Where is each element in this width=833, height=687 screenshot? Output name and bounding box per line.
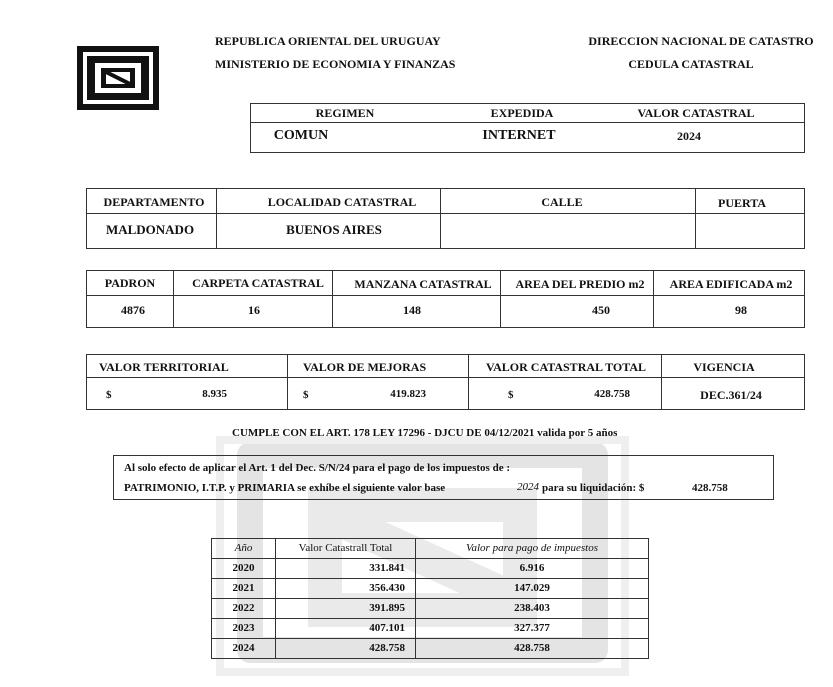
area-edificada-value: 98 xyxy=(735,303,747,317)
expedida-value: INTERNET xyxy=(482,128,556,143)
table-row xyxy=(212,559,649,579)
row-year: 2024 xyxy=(212,639,276,659)
row-total: 331.841 xyxy=(276,559,416,579)
vigencia-label: VIGENCIA xyxy=(693,360,755,374)
notice-line-2: PATRIMONIO, I.T.P. y PRIMARIA se exhíbe el siguiente valor base xyxy=(124,482,446,494)
padron-label: PADRON xyxy=(104,276,156,290)
mejoras-currency: $ xyxy=(303,389,309,401)
territorial-value: 8.935 xyxy=(202,388,227,400)
carpeta-label: CARPETA CATASTRAL xyxy=(192,276,324,290)
table-row xyxy=(212,639,649,659)
row-year: 2021 xyxy=(212,579,276,599)
valor-catastral-label: VALOR CATASTRAL xyxy=(637,106,755,120)
compliance-note: CUMPLE CON EL ART. 178 LEY 17296 - DJCU DE 04/12/2021 valida por 5 años xyxy=(232,427,618,439)
row-tax: 6.916 xyxy=(416,559,649,579)
regimen-value: COMUN xyxy=(273,128,329,143)
col-total-header: Valor Catastrall Total xyxy=(276,539,416,559)
direction-name: DIRECCION NACIONAL DE CATASTRO xyxy=(588,34,814,48)
ministry-name: MINISTERIO DE ECONOMIA Y FINANZAS xyxy=(215,57,456,71)
row-year: 2023 xyxy=(212,619,276,639)
document-type: CEDULA CATASTRAL xyxy=(628,57,754,71)
area-predio-value: 450 xyxy=(592,303,610,317)
territorial-label: VALOR TERRITORIAL xyxy=(99,360,229,374)
mejoras-value: 419.823 xyxy=(390,388,426,400)
catastro-logo-icon xyxy=(77,46,159,110)
row-tax: 327.377 xyxy=(416,619,649,639)
table-row xyxy=(212,619,649,639)
table-row xyxy=(212,599,649,619)
history-table xyxy=(211,538,649,659)
valor-catastral-year: 2024 xyxy=(677,129,701,143)
expedida-label: EXPEDIDA xyxy=(490,106,554,120)
row-year: 2022 xyxy=(212,599,276,619)
carpeta-value: 16 xyxy=(248,303,260,317)
departamento-value: MALDONADO xyxy=(105,222,195,237)
table-row xyxy=(212,579,649,599)
total-label: VALOR CATASTRAL TOTAL xyxy=(486,360,647,374)
col-year-header: Año xyxy=(212,539,276,559)
mejoras-label: VALOR DE MEJORAS xyxy=(303,360,427,374)
area-edificada-label: AREA EDIFICADA m2 xyxy=(669,277,793,291)
calle-label: CALLE xyxy=(541,195,583,209)
area-predio-label: AREA DEL PREDIO m2 xyxy=(515,277,645,291)
padron-value: 4876 xyxy=(121,303,145,317)
row-total: 391.895 xyxy=(276,599,416,619)
col-tax-header: Valor para pago de impuestos xyxy=(416,539,649,559)
row-tax: 428.758 xyxy=(416,639,649,659)
localidad-value: BUENOS AIRES xyxy=(286,222,382,237)
row-tax: 238.403 xyxy=(416,599,649,619)
row-year: 2020 xyxy=(212,559,276,579)
notice-line-1: Al solo efecto de aplicar el Art. 1 del Dec. S/N/24 para el pago de los impuestos de : xyxy=(124,462,510,474)
country-name: REPUBLICA ORIENTAL DEL URUGUAY xyxy=(215,34,441,48)
manzana-label: MANZANA CATASTRAL xyxy=(354,277,492,291)
departamento-label: DEPARTAMENTO xyxy=(103,195,205,209)
total-value: 428.758 xyxy=(594,388,630,400)
puerta-label: PUERTA xyxy=(717,196,767,210)
total-currency: $ xyxy=(508,389,514,401)
regimen-label: REGIMEN xyxy=(315,106,375,120)
localidad-label: LOCALIDAD CATASTRAL xyxy=(267,195,417,209)
row-total: 356.430 xyxy=(276,579,416,599)
vigencia-value: DEC.361/24 xyxy=(700,388,762,402)
row-tax: 147.029 xyxy=(416,579,649,599)
notice-year: 2024 xyxy=(517,481,539,493)
row-total: 407.101 xyxy=(276,619,416,639)
notice-suffix: para su liquidación: $ xyxy=(542,482,645,494)
row-total: 428.758 xyxy=(276,639,416,659)
territorial-currency: $ xyxy=(106,389,112,401)
manzana-value: 148 xyxy=(403,303,421,317)
notice-value: 428.758 xyxy=(692,482,728,494)
